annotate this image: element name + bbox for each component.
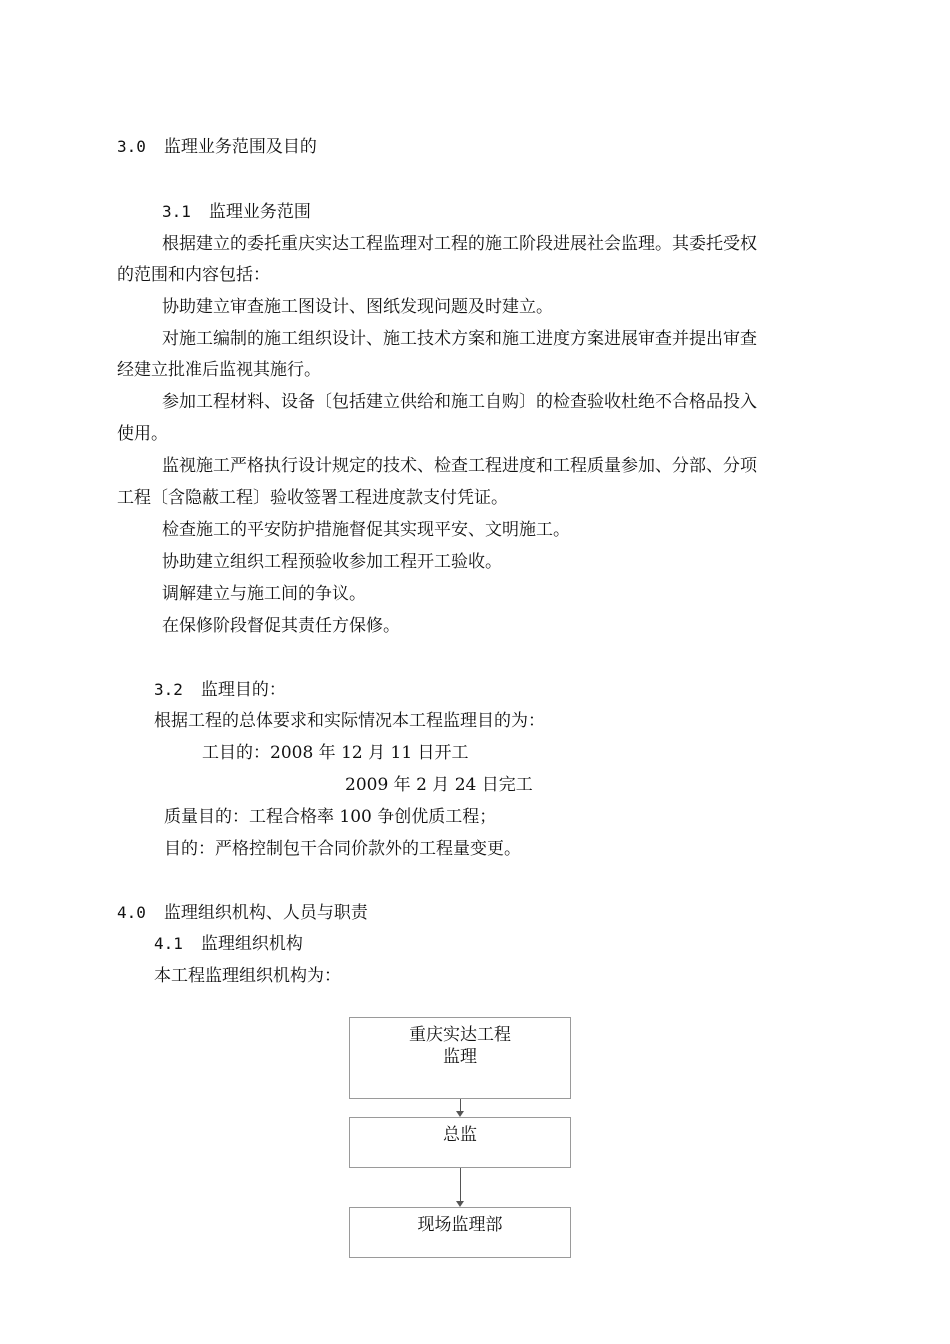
paragraph-line: 根据建立的委托重庆实达工程监理对工程的施工阶段进展社会监理。其委托受权	[162, 234, 757, 254]
subsection-number: 4.1	[154, 934, 183, 953]
scope-item: 参加工程材料、设备〔包括建立供给和施工自购〕的检查验收杜绝不合格品投入	[162, 392, 757, 412]
org-node-site-office	[349, 1207, 571, 1258]
subsection-number: 3.2	[154, 680, 183, 699]
subsection-4-1-heading	[154, 933, 303, 955]
paragraph-line: 根据工程的总体要求和实际情况本工程监理目的为：	[154, 711, 545, 731]
scope-item: 在保修阶段督促其责任方保修。	[162, 616, 400, 636]
scope-item-continued: 经建立批准后监视其施行。	[117, 360, 321, 380]
org-connector	[460, 1099, 461, 1111]
subsection-title: 监理目的：	[200, 680, 286, 700]
paragraph-line: 的范围和内容包括：	[117, 265, 270, 285]
scope-item: 协助建立审查施工图设计、图纸发现问题及时建立。	[162, 297, 553, 317]
org-node-label-line: 重庆实达工程	[409, 1025, 511, 1045]
schedule-target-end: 2009 年 2 月 24 日完工	[345, 775, 533, 795]
org-connector	[460, 1168, 461, 1201]
scope-item-continued: 使用。	[117, 424, 168, 444]
org-node-label-line: 监理	[443, 1047, 477, 1067]
subsection-3-2-heading	[154, 679, 286, 701]
subsection-title: 监理组织机构	[200, 934, 303, 954]
cost-target: 目的：严格控制包干合同价款外的工程量变更。	[164, 839, 521, 859]
scope-item: 检查施工的平安防护措施督促其实现平安、文明施工。	[162, 520, 570, 540]
scope-item: 监视施工严格执行设计规定的技术、检查工程进度和工程质量参加、分部、分项	[162, 456, 757, 476]
scope-item: 调解建立与施工间的争议。	[162, 584, 366, 604]
paragraph-line: 本工程监理组织机构为：	[154, 966, 341, 986]
section-number: 3.0	[117, 137, 146, 156]
org-node-label	[350, 1018, 570, 1068]
section-title: 监理组织机构、人员与职责	[163, 903, 368, 923]
org-node-label: 总监	[443, 1125, 477, 1145]
scope-item: 协助建立组织工程预验收参加工程开工验收。	[162, 552, 502, 572]
section-number: 4.0	[117, 903, 146, 922]
section-3-heading	[117, 136, 317, 158]
section-title: 监理业务范围及目的	[163, 137, 317, 157]
org-node-chief-supervisor	[349, 1117, 571, 1168]
scope-item-continued: 工程〔含隐蔽工程〕验收签署工程进度款支付凭证。	[117, 488, 508, 508]
subsection-3-1-heading	[162, 201, 311, 223]
scope-item: 对施工编制的施工组织设计、施工技术方案和施工进度方案进展审查并提出审查	[162, 329, 757, 349]
section-4-heading	[117, 902, 368, 924]
subsection-title: 监理业务范围	[208, 202, 311, 222]
quality-target: 质量目的：工程合格率 100 争创优质工程；	[164, 807, 497, 827]
subsection-number: 3.1	[162, 202, 191, 221]
org-node-company	[349, 1017, 571, 1099]
schedule-target: 工目的：2008 年 12 月 11 日开工	[202, 743, 469, 763]
org-node-label: 现场监理部	[417, 1215, 503, 1235]
